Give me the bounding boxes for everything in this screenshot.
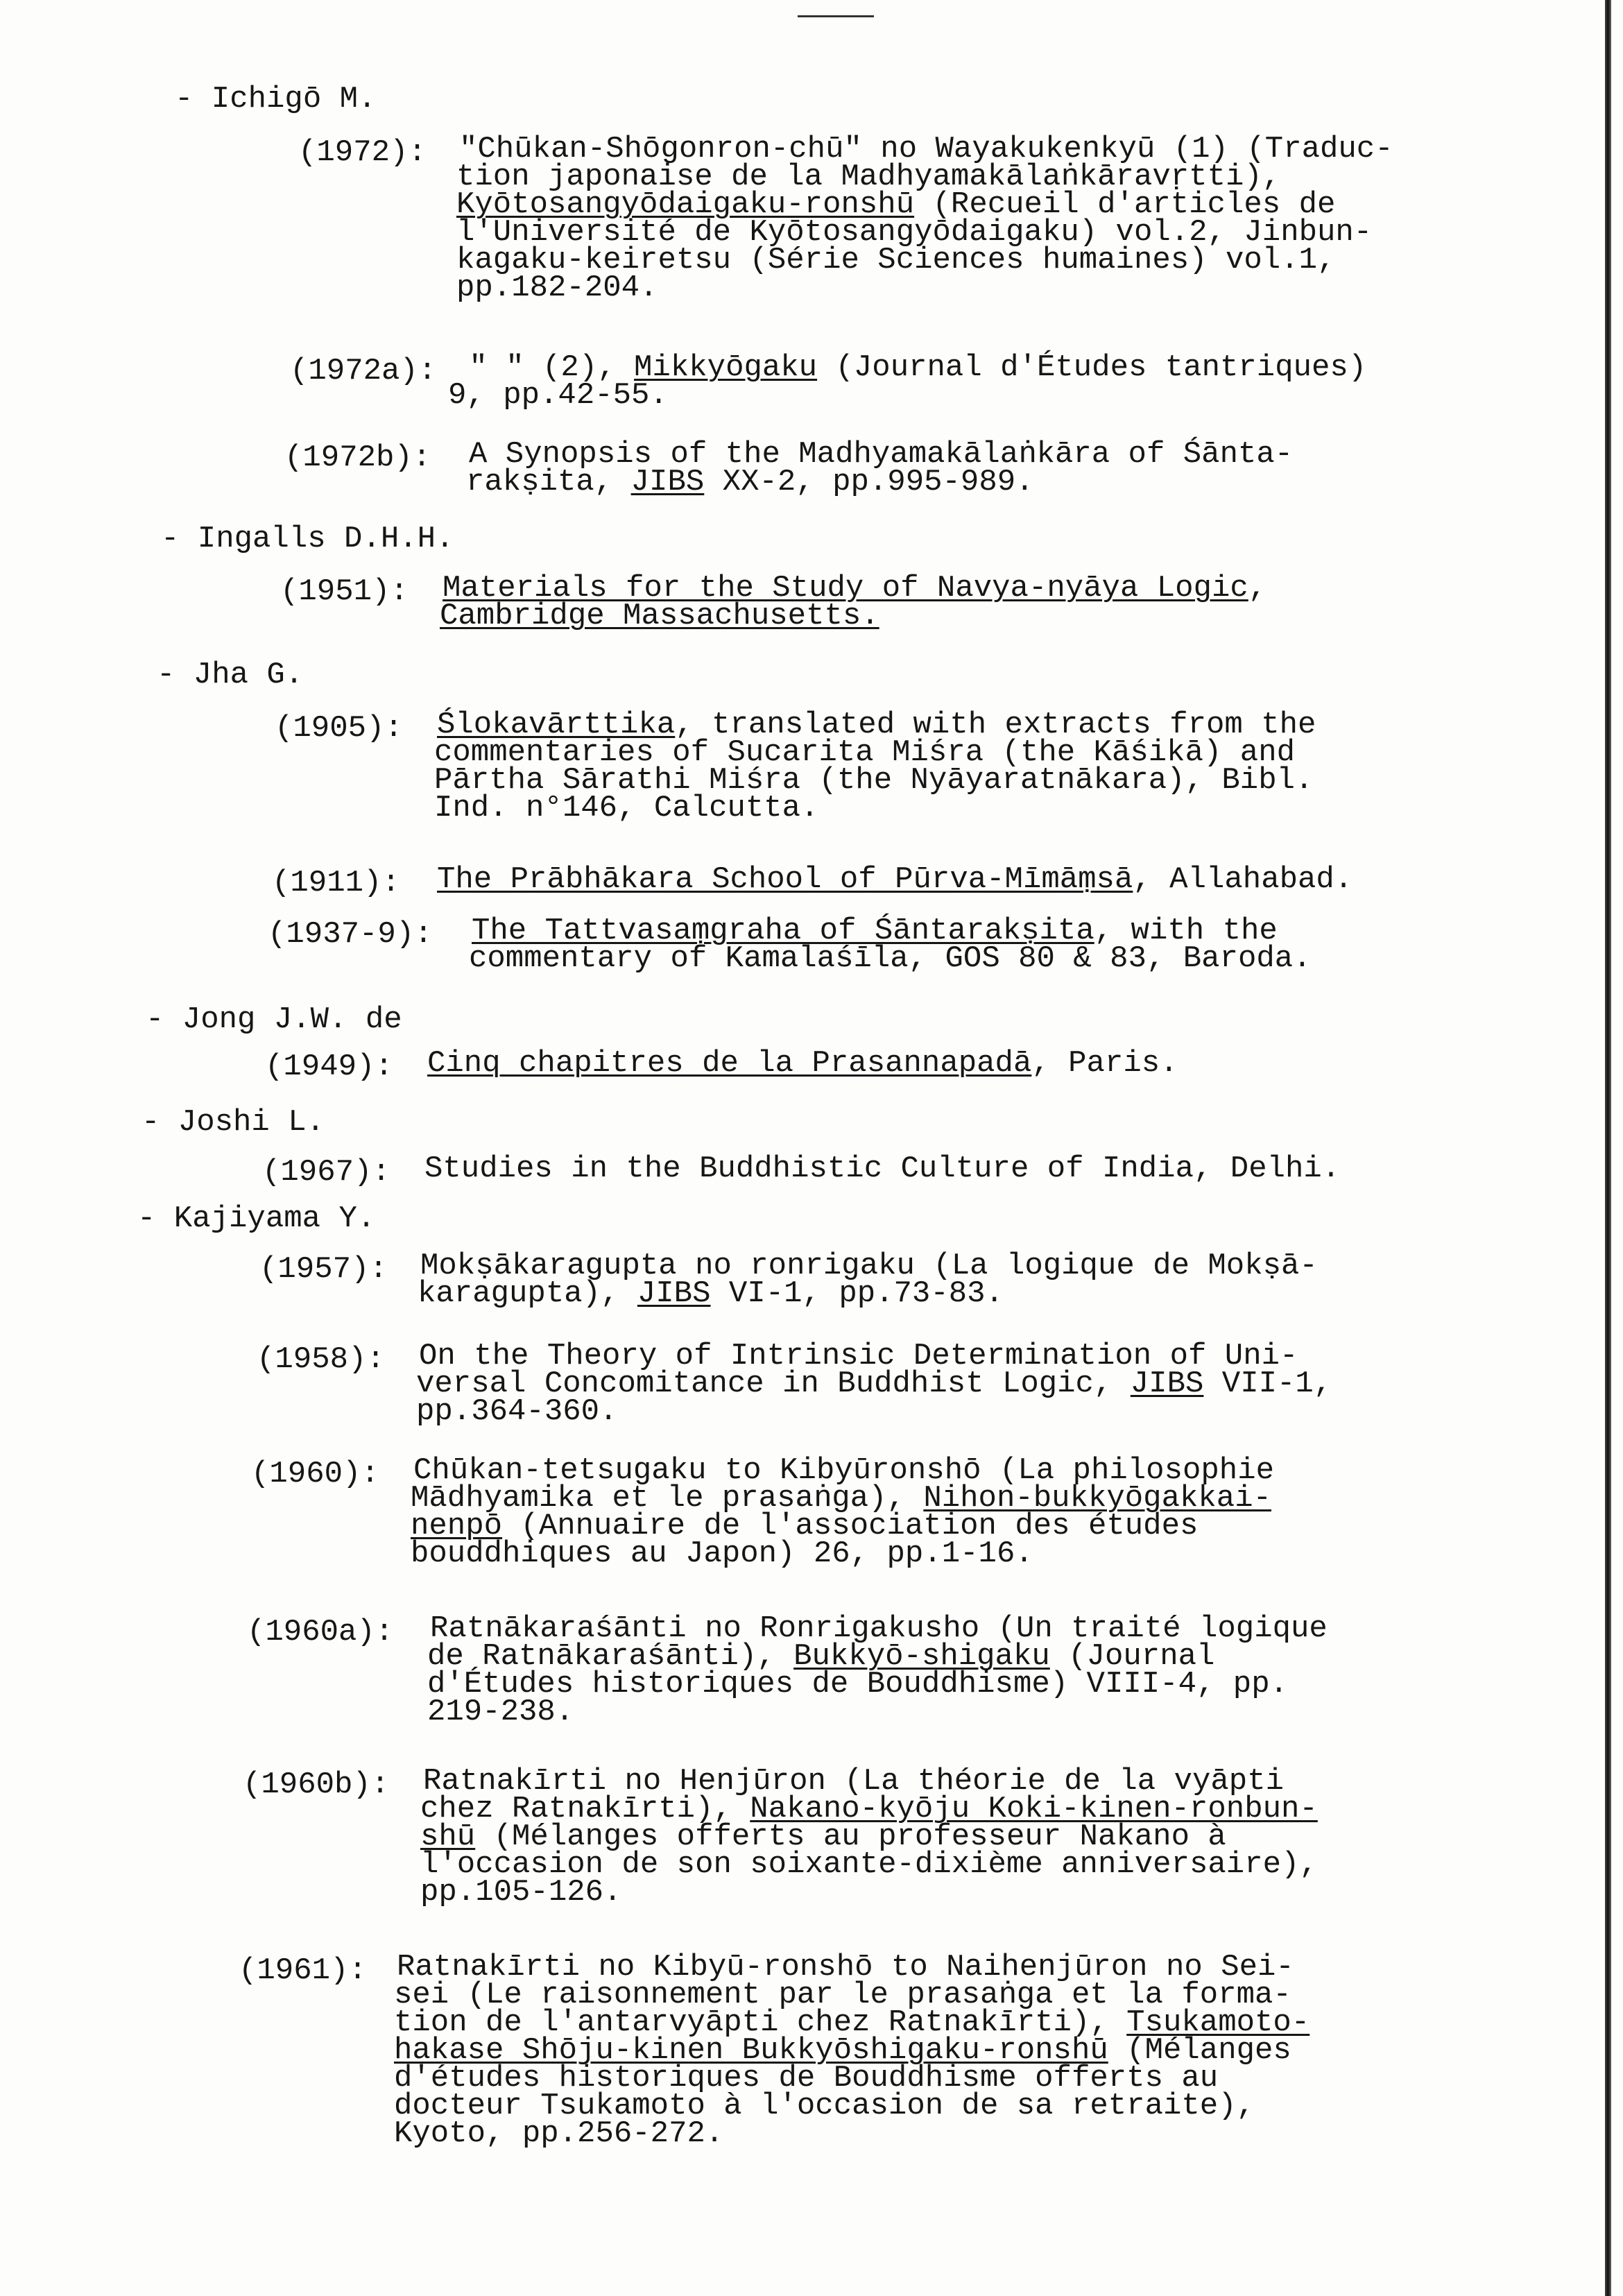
reference-line — [456, 160, 1393, 194]
reference-line — [420, 1792, 1318, 1826]
reference-segment: docteur Tsukamoto à l'occasion de sa retraite), — [394, 2089, 1255, 2123]
reference-text — [427, 1046, 1178, 1081]
underlined-title: JIBS — [637, 1276, 711, 1311]
reference-segment: , with the — [1094, 914, 1278, 948]
underlined-title: hakase Shōju-kinen Bukkyōshigaku-ronshū — [394, 2033, 1108, 2068]
reference-text — [427, 1611, 1328, 1729]
reference-line — [472, 914, 1312, 948]
reference-line — [427, 1639, 1328, 1674]
reference-segment: pp.364-360. — [416, 1394, 618, 1429]
reference-line — [420, 1819, 1318, 1854]
reference-text — [466, 437, 1294, 499]
underlined-title: Tsukamoto- — [1126, 2005, 1310, 2040]
reference-segment: 219-238. — [427, 1695, 574, 1729]
reference-line — [440, 599, 1266, 633]
reference-line — [434, 763, 1316, 798]
reference-segment: , Paris. — [1031, 1046, 1178, 1081]
reference-segment: A Synopsis of the Madhyamakālaṅkāra of Śānta- — [469, 437, 1294, 472]
reference-segment: (Mélanges offerts au professeur Nakano à — [475, 1819, 1226, 1854]
reference-line — [397, 1950, 1309, 1985]
reference-segment: (Annuaire de l'association des études — [502, 1509, 1199, 1543]
reference-segment: "Chūkan-Shōgonron-chū" no Wayakukenkyū (1) (Traduc- — [459, 132, 1393, 166]
reference-segment: (Recueil d'articles de — [914, 187, 1336, 222]
underlined-title: The Prābhākara School of Pūrva-Mīmāṃsā — [437, 862, 1133, 897]
reference-segment: chez Ratnakīrti), — [420, 1792, 750, 1826]
reference-text — [469, 914, 1312, 976]
author-name: - Jha G. — [157, 658, 304, 692]
reference-line — [394, 2089, 1309, 2123]
underlined-title: Cinq chapitres de la Prasannapadā — [427, 1046, 1032, 1081]
reference-line — [420, 1875, 1318, 1910]
reference-segment: Mādhyamika et le prasaṅga), — [411, 1481, 924, 1516]
reference-segment: (Journal d'Études tantriques) — [817, 350, 1367, 385]
reference-line — [443, 571, 1267, 606]
reference-year: (1957): — [259, 1252, 388, 1287]
reference-segment: bouddhiques au Japon) 26, pp.1-16. — [411, 1536, 1033, 1571]
reference-line — [394, 2005, 1310, 2040]
reference-segment: VI-1, pp.73-83. — [710, 1276, 1004, 1311]
reference-segment: (Journal — [1049, 1639, 1215, 1674]
reference-year: (1911): — [272, 866, 400, 900]
reference-text — [424, 1151, 1341, 1186]
reference-year: (1967): — [262, 1155, 390, 1190]
author-name: - Ingalls D.H.H. — [161, 522, 454, 556]
underlined-title: JIBS — [1130, 1367, 1204, 1401]
reference-year: (1958): — [257, 1342, 385, 1377]
reference-segment: " " (2), — [451, 350, 635, 385]
reference-line — [424, 1151, 1341, 1186]
reference-line — [448, 378, 1366, 413]
reference-segment: , translated with extracts from the — [675, 708, 1316, 742]
reference-line — [411, 1481, 1274, 1516]
reference-text — [440, 571, 1267, 633]
reference-segment: (Mélanges — [1108, 2033, 1291, 2068]
reference-line — [394, 2033, 1309, 2068]
author-name: - Jong J.W. de — [146, 1002, 402, 1037]
reference-segment: Mokṣākaragupta no ronrigaku (La logique de Mokṣā- — [420, 1249, 1318, 1283]
reference-line — [394, 1978, 1309, 2012]
reference-segment: pp.182-204. — [456, 271, 658, 305]
reference-line — [420, 1847, 1318, 1882]
underlined-title: Nakano-kyōju Koki-kinen-ronbun- — [750, 1792, 1318, 1826]
underlined-title: Cambridge Massachusetts. — [440, 599, 879, 633]
reference-line — [456, 271, 1393, 305]
reference-segment: Ratnakīrti no Kibyū-ronshō to Naihenjūron no Sei- — [397, 1950, 1294, 1985]
reference-text — [394, 1950, 1310, 2151]
author-name: - Ichigō M. — [175, 82, 377, 117]
reference-line — [434, 791, 1316, 825]
reference-segment: Pārtha Sārathi Miśra (the Nyāyaratnākara), Bibl. — [434, 763, 1314, 798]
reference-text — [434, 708, 1316, 825]
reference-text — [420, 1764, 1318, 1910]
reference-segment: l'occasion de son soixante-dixième anniversaire), — [420, 1847, 1318, 1882]
reference-line — [437, 862, 1353, 897]
reference-segment: Studies in the Buddhistic Culture of India, Delhi. — [424, 1151, 1341, 1186]
reference-segment: 9, pp.42-55. — [448, 378, 668, 413]
underlined-title: Nihon-bukkyōgakkai- — [923, 1481, 1272, 1516]
reference-year: (1949): — [265, 1050, 393, 1084]
reference-year: (1951): — [280, 574, 409, 609]
reference-segment: , Allahabad. — [1133, 862, 1353, 897]
underlined-title: The Tattvasaṃgraha of Śāntarakṣita — [472, 914, 1094, 948]
reference-segment: rakṣita, — [466, 465, 631, 499]
reference-line — [456, 215, 1393, 250]
reference-line — [416, 1394, 1332, 1429]
author-name: - Kajiyama Y. — [137, 1201, 376, 1236]
reference-line — [394, 2061, 1309, 2096]
reference-segment: pp.105-126. — [420, 1875, 622, 1910]
reference-line — [459, 132, 1393, 166]
reference-segment: VII-1, — [1203, 1367, 1332, 1401]
underlined-title: Bukkyō-shigaku — [793, 1639, 1050, 1674]
reference-line — [434, 735, 1316, 770]
reference-text — [416, 1339, 1332, 1429]
reference-line — [419, 1339, 1332, 1373]
reference-segment: commentary of Kamalaśīla, GOS 80 & 83, Baroda. — [469, 941, 1312, 976]
reference-segment: d'Études historiques de Bouddhisme) VIII-4, pp. — [427, 1667, 1289, 1702]
reference-year: (1937-9): — [268, 917, 433, 952]
reference-segment: versal Concomitance in Buddhist Logic, — [416, 1367, 1131, 1401]
reference-line — [451, 350, 1367, 385]
top-dash-mark — [798, 15, 874, 17]
underlined-title: Mikkyōgaku — [634, 350, 818, 385]
reference-segment: commentaries of Sucarita Miśra (the Kāśikā) and — [434, 735, 1296, 770]
reference-segment: d'études historiques de Bouddhisme offerts au — [394, 2061, 1219, 2096]
reference-line — [430, 1611, 1328, 1646]
reference-year: (1972b): — [284, 440, 431, 475]
reference-line — [411, 1536, 1274, 1571]
reference-text — [418, 1249, 1318, 1311]
reference-line — [466, 465, 1293, 499]
reference-line — [469, 941, 1312, 976]
reference-year: (1905): — [275, 711, 403, 746]
reference-segment: , — [1248, 571, 1267, 606]
reference-segment: sei (Le raisonnement par le prasaṅga et la forma- — [394, 1978, 1291, 2012]
underlined-title: nenpō — [411, 1509, 503, 1543]
reference-line — [411, 1509, 1274, 1543]
reference-segment: On the Theory of Intrinsic Determination of Uni- — [419, 1339, 1298, 1373]
reference-segment: Ratnākaraśānti no Ronrigakusho (Un traité logique — [430, 1611, 1328, 1646]
reference-text — [456, 132, 1393, 305]
underlined-title: shū — [420, 1819, 476, 1854]
reference-line — [420, 1249, 1318, 1283]
reference-segment: Kyoto, pp.256-272. — [394, 2116, 724, 2151]
scan-edge-shadow — [1605, 0, 1611, 2296]
reference-segment: Ratnakīrti no Henjūron (La théorie de la vyāpti — [423, 1764, 1285, 1799]
reference-line — [456, 243, 1393, 277]
reference-segment: XX-2, pp.995-989. — [704, 465, 1034, 499]
reference-segment: tion japonaise de la Madhyamakālaṅkāravṛtti), — [456, 160, 1281, 194]
reference-segment: karagupta), — [418, 1276, 637, 1311]
reference-line — [418, 1276, 1318, 1311]
reference-segment: Chūkan-tetsugaku to Kibyūronshō (La philosophie — [413, 1453, 1275, 1488]
reference-year: (1961): — [239, 1953, 367, 1988]
reference-line — [394, 2116, 1309, 2151]
reference-text — [448, 350, 1367, 413]
reference-segment: de Ratnākaraśānti), — [427, 1639, 794, 1674]
reference-segment: kagaku-keiretsu (Série Sciences humaines) vol.1, — [456, 243, 1336, 277]
reference-line — [423, 1764, 1318, 1799]
reference-segment: l'Université de Kyōtosangyōdaigaku) vol.2, Jinbun- — [456, 215, 1373, 250]
reference-line — [427, 1667, 1328, 1702]
reference-segment: tion de l'antarvyāpti chez Ratnakīrti), — [394, 2005, 1127, 2040]
reference-year: (1972): — [298, 135, 427, 170]
underlined-title: JIBS — [630, 465, 705, 499]
reference-text — [437, 862, 1353, 897]
reference-line — [416, 1367, 1332, 1401]
underlined-title: Materials for the Study of Navya-nyāya Logic — [443, 571, 1248, 606]
reference-line — [469, 437, 1294, 472]
reference-year: (1960a): — [247, 1615, 394, 1650]
underlined-title: Ślokavārttika — [437, 708, 676, 742]
reference-segment: Ind. n°146, Calcutta. — [434, 791, 819, 825]
reference-line — [456, 187, 1393, 222]
underlined-title: Kyōtosangyōdaigaku-ronshū — [456, 187, 915, 222]
author-name: - Joshi L. — [141, 1105, 325, 1140]
reference-year: (1960): — [251, 1457, 379, 1491]
reference-text — [411, 1453, 1275, 1571]
reference-year: (1960b): — [243, 1767, 390, 1802]
reference-line — [427, 1695, 1328, 1729]
reference-line — [413, 1453, 1275, 1488]
reference-line — [437, 708, 1316, 742]
reference-year: (1972a): — [290, 354, 437, 388]
reference-line — [427, 1046, 1178, 1081]
